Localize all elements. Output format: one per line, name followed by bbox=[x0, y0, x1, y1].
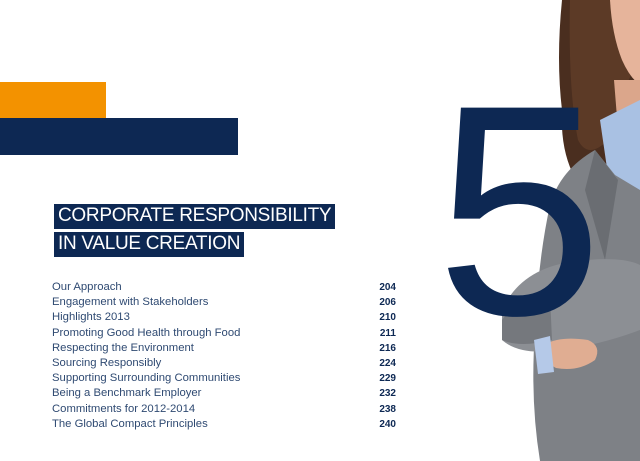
toc-row[interactable] bbox=[52, 326, 396, 341]
toc-entry-label: Engagement with Stakeholders bbox=[52, 296, 209, 309]
toc-row[interactable] bbox=[52, 356, 396, 371]
toc-entry-label: The Global Compact Principles bbox=[52, 417, 208, 430]
toc-entry-label: Commitments for 2012-2014 bbox=[52, 402, 196, 415]
orange-accent-bar bbox=[0, 82, 106, 118]
chapter-title-line-2: IN VALUE CREATION bbox=[54, 232, 244, 257]
toc-entry-label: Promoting Good Health through Food bbox=[52, 326, 241, 339]
toc-page-number: 204 bbox=[379, 282, 396, 293]
toc-entry-label: Being a Benchmark Employer bbox=[52, 387, 202, 400]
toc-page-number: 211 bbox=[379, 327, 396, 339]
toc-entry-label: Supporting Surrounding Communities bbox=[52, 372, 241, 385]
toc-page-number: 216 bbox=[379, 342, 396, 354]
toc-row[interactable] bbox=[52, 417, 396, 432]
toc-row[interactable] bbox=[52, 310, 396, 325]
toc-page-number: 206 bbox=[379, 297, 396, 309]
toc-row[interactable] bbox=[52, 402, 396, 417]
toc-page-number: 229 bbox=[379, 373, 396, 385]
toc-row[interactable] bbox=[52, 341, 396, 356]
toc-row[interactable] bbox=[52, 371, 396, 386]
chapter-title-line-1: CORPORATE RESPONSIBILITY bbox=[54, 204, 335, 229]
toc-entry-label: Highlights 2013 bbox=[52, 311, 130, 324]
toc-entry-label: Sourcing Responsibly bbox=[52, 356, 162, 369]
toc-entry-label: Our Approach bbox=[52, 281, 122, 293]
toc-entry-label: Respecting the Environment bbox=[52, 341, 194, 354]
navy-accent-bar bbox=[0, 118, 238, 155]
toc-page-number: 224 bbox=[379, 357, 396, 369]
toc-page-number: 232 bbox=[379, 388, 396, 400]
toc-row[interactable] bbox=[52, 295, 396, 310]
toc-row[interactable] bbox=[52, 386, 396, 401]
toc-page-number: 210 bbox=[379, 312, 396, 324]
toc-row[interactable] bbox=[52, 280, 396, 295]
toc-page-number: 238 bbox=[379, 403, 396, 415]
toc-page-number: 240 bbox=[379, 418, 396, 430]
table-of-contents bbox=[52, 280, 396, 432]
chapter-number: 5 bbox=[436, 42, 593, 378]
